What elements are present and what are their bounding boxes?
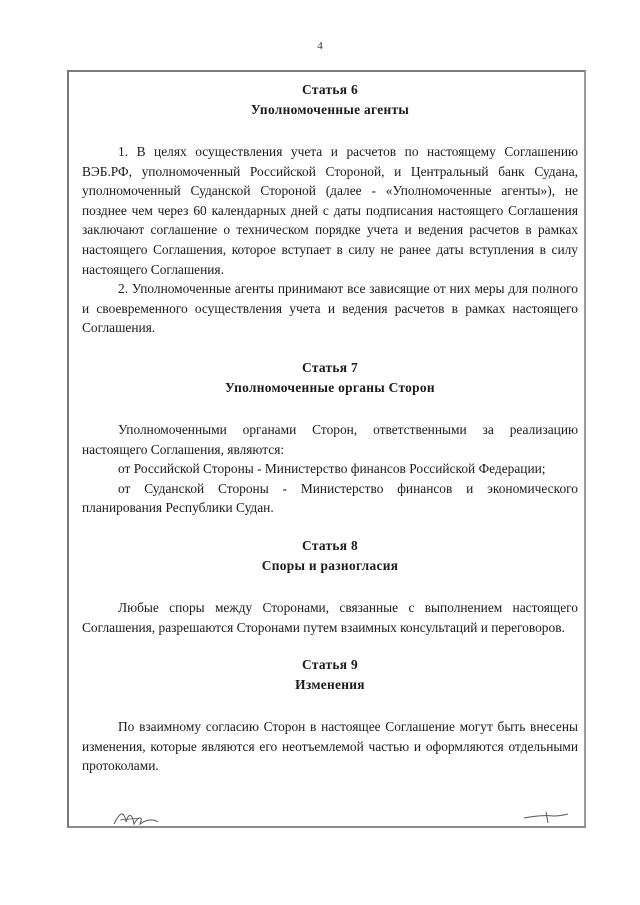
article-paragraph: от Российской Стороны - Министерство финансов Российской Федерации; xyxy=(118,461,546,477)
article-paragraph: Уполномоченными органами Сторон, ответственными за реализацию настоящего Соглашения, являются: xyxy=(82,421,578,457)
article-9 xyxy=(82,655,578,776)
article-number: Статья 9 xyxy=(302,657,358,673)
article-paragraph: По взаимному согласию Сторон в настоящее Соглашение могут быть внесены изменения, которые являются его неотъемлемой частью и оформляются отдельными протоколами. xyxy=(82,719,578,774)
article-number: Статья 6 xyxy=(302,82,358,97)
article-paragraph: 2. Уполномоченные агенты принимают все зависящие от них меры для полного и своевременного осуществления учета и ведения расчетов в рамках настоящего Соглашения. xyxy=(82,281,578,336)
document-body xyxy=(82,80,578,776)
article-title: Изменения xyxy=(295,677,365,693)
initials-signature-right xyxy=(520,808,572,826)
article-paragraph: Любые споры между Сторонами, связанные с выполнением настоящего Соглашения, разрешаются Сторонами путем взаимных консультаций и переговоров. xyxy=(82,599,578,635)
article-8 xyxy=(82,536,578,637)
article-number: Статья 7 xyxy=(302,359,358,375)
article-title: Уполномоченные агенты xyxy=(250,102,410,117)
page-number: 4 xyxy=(317,40,323,52)
article-number: Статья 8 xyxy=(302,537,358,553)
article-paragraph: от Суданской Стороны - Министерство финансов и экономического планирования Республики Судан. xyxy=(82,480,578,516)
article-paragraph: 1. В целях осуществления учета и расчетов по настоящему Соглашению ВЭБ.РФ, уполномоченный Российской Стороной, и Центральный банк Судана, уполномоченный Суданской Стороной (далее - «Уполномоченные агенты»), не позднее чем через 60 календарных дней с даты подписания настоящего Соглашения заключают соглашение о техническом порядке учета и ведения расчетов в рамках настоящего Соглашения, которое вступает в силу не ранее даты вступления в силу настоящего Соглашения. xyxy=(82,144,578,277)
article-7 xyxy=(82,358,578,518)
article-title: Споры и разногласия xyxy=(261,557,399,573)
initials-signature-left xyxy=(110,806,162,830)
article-title: Уполномоченные органы Сторон xyxy=(225,379,435,395)
article-6 xyxy=(82,80,578,338)
